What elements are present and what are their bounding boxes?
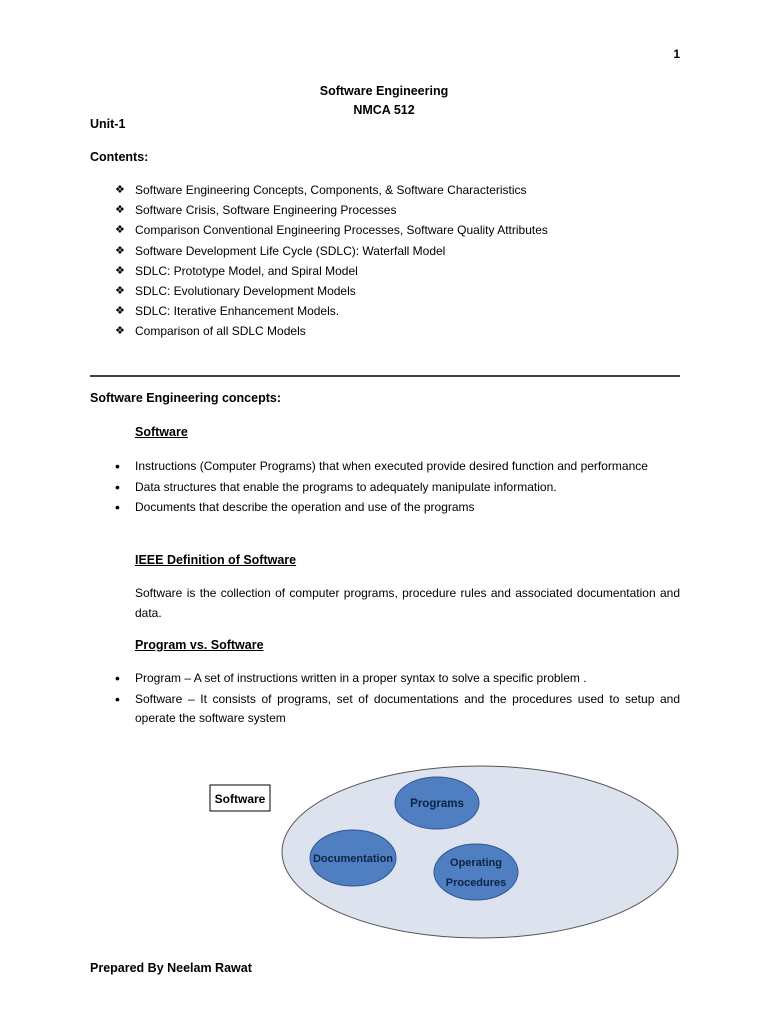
contents-item-text: SDLC: Prototype Model, and Spiral Model [135, 263, 358, 278]
list-item-text: Program – A set of instructions written in a proper syntax to solve a specific problem . [135, 671, 587, 685]
list-item [115, 669, 680, 689]
contents-item-text: SDLC: Evolutionary Development Models [135, 284, 356, 299]
diamond-bullet-icon: ❖ [115, 264, 125, 277]
list-item [115, 457, 680, 477]
contents-item-text: Software Engineering Concepts, Components, & Software Characteristics [135, 183, 527, 198]
bullet-icon: • [115, 670, 120, 686]
software-diagram [200, 760, 690, 950]
contents-item-text: Comparison Conventional Engineering Processes, Software Quality Attributes [135, 223, 548, 238]
list-item-text: Documents that describe the operation and use of the programs [135, 500, 475, 514]
contents-item-text: Software Development Life Cycle (SDLC): Waterfall Model [135, 243, 446, 258]
list-item-text: Data structures that enable the programs to adequately manipulate information. [135, 479, 557, 494]
list-item-text: Instructions (Computer Programs) that when executed provide desired function and performance [135, 459, 648, 473]
diamond-bullet-icon: ❖ [115, 325, 125, 338]
contents-item-text: SDLC: Iterative Enhancement Models. [135, 304, 340, 319]
documentation-label: Documentation [312, 853, 394, 865]
ieee-heading: IEEE Definition of Software [135, 553, 297, 567]
contents-item [115, 281, 548, 301]
contents-item-text: Comparison of all SDLC Models [135, 324, 306, 339]
procedures-label: Procedures [445, 877, 507, 889]
operating-procedures-ellipse [434, 844, 518, 900]
diamond-bullet-icon: ❖ [115, 204, 125, 217]
program-vs-software-heading: Program vs. Software [135, 638, 264, 652]
diamond-bullet-icon: ❖ [115, 305, 125, 318]
course-code: NMCA 512 [353, 103, 415, 117]
contents-item [115, 200, 548, 220]
list-item [115, 498, 680, 518]
contents-item [115, 180, 548, 200]
software-points [115, 457, 680, 519]
page-number: 1 [673, 47, 680, 61]
contents-heading: Contents: [90, 150, 149, 164]
programs-label: Programs [410, 798, 464, 810]
diamond-bullet-icon: ❖ [115, 224, 125, 237]
software-heading: Software [135, 425, 188, 439]
operating-label: Operating [450, 857, 502, 869]
diamond-bullet-icon: ❖ [115, 285, 125, 298]
title-block [0, 82, 768, 120]
bullet-icon: • [115, 499, 120, 515]
footer: Prepared By Neelam Rawat [90, 961, 252, 975]
contents-item-text: Software Crisis, Software Engineering Processes [135, 203, 397, 218]
list-item-text: Software – It consists of programs, set of documentations and the procedures used to setup and operate the software system [135, 691, 680, 725]
document-title: Software Engineering [319, 84, 449, 98]
contents-item [115, 321, 548, 341]
contents-list [115, 180, 548, 342]
contents-item [115, 261, 548, 281]
bullet-icon: • [115, 478, 120, 495]
diamond-bullet-icon: ❖ [115, 184, 125, 197]
ieee-definition: Software is the collection of computer programs, procedure rules and associated documentation and data. [135, 586, 680, 620]
section-divider [90, 375, 680, 377]
unit-label: Unit-1 [90, 117, 126, 131]
list-item [115, 478, 680, 498]
contents-item [115, 220, 548, 240]
section-heading: Software Engineering concepts: [90, 391, 282, 405]
diamond-bullet-icon: ❖ [115, 244, 125, 257]
contents-item [115, 241, 548, 261]
program-vs-software-points [115, 669, 680, 730]
bullet-icon: • [115, 690, 120, 707]
software-label: Software [214, 792, 266, 806]
list-item [115, 690, 680, 729]
bullet-icon: • [115, 458, 120, 474]
contents-item [115, 301, 548, 321]
